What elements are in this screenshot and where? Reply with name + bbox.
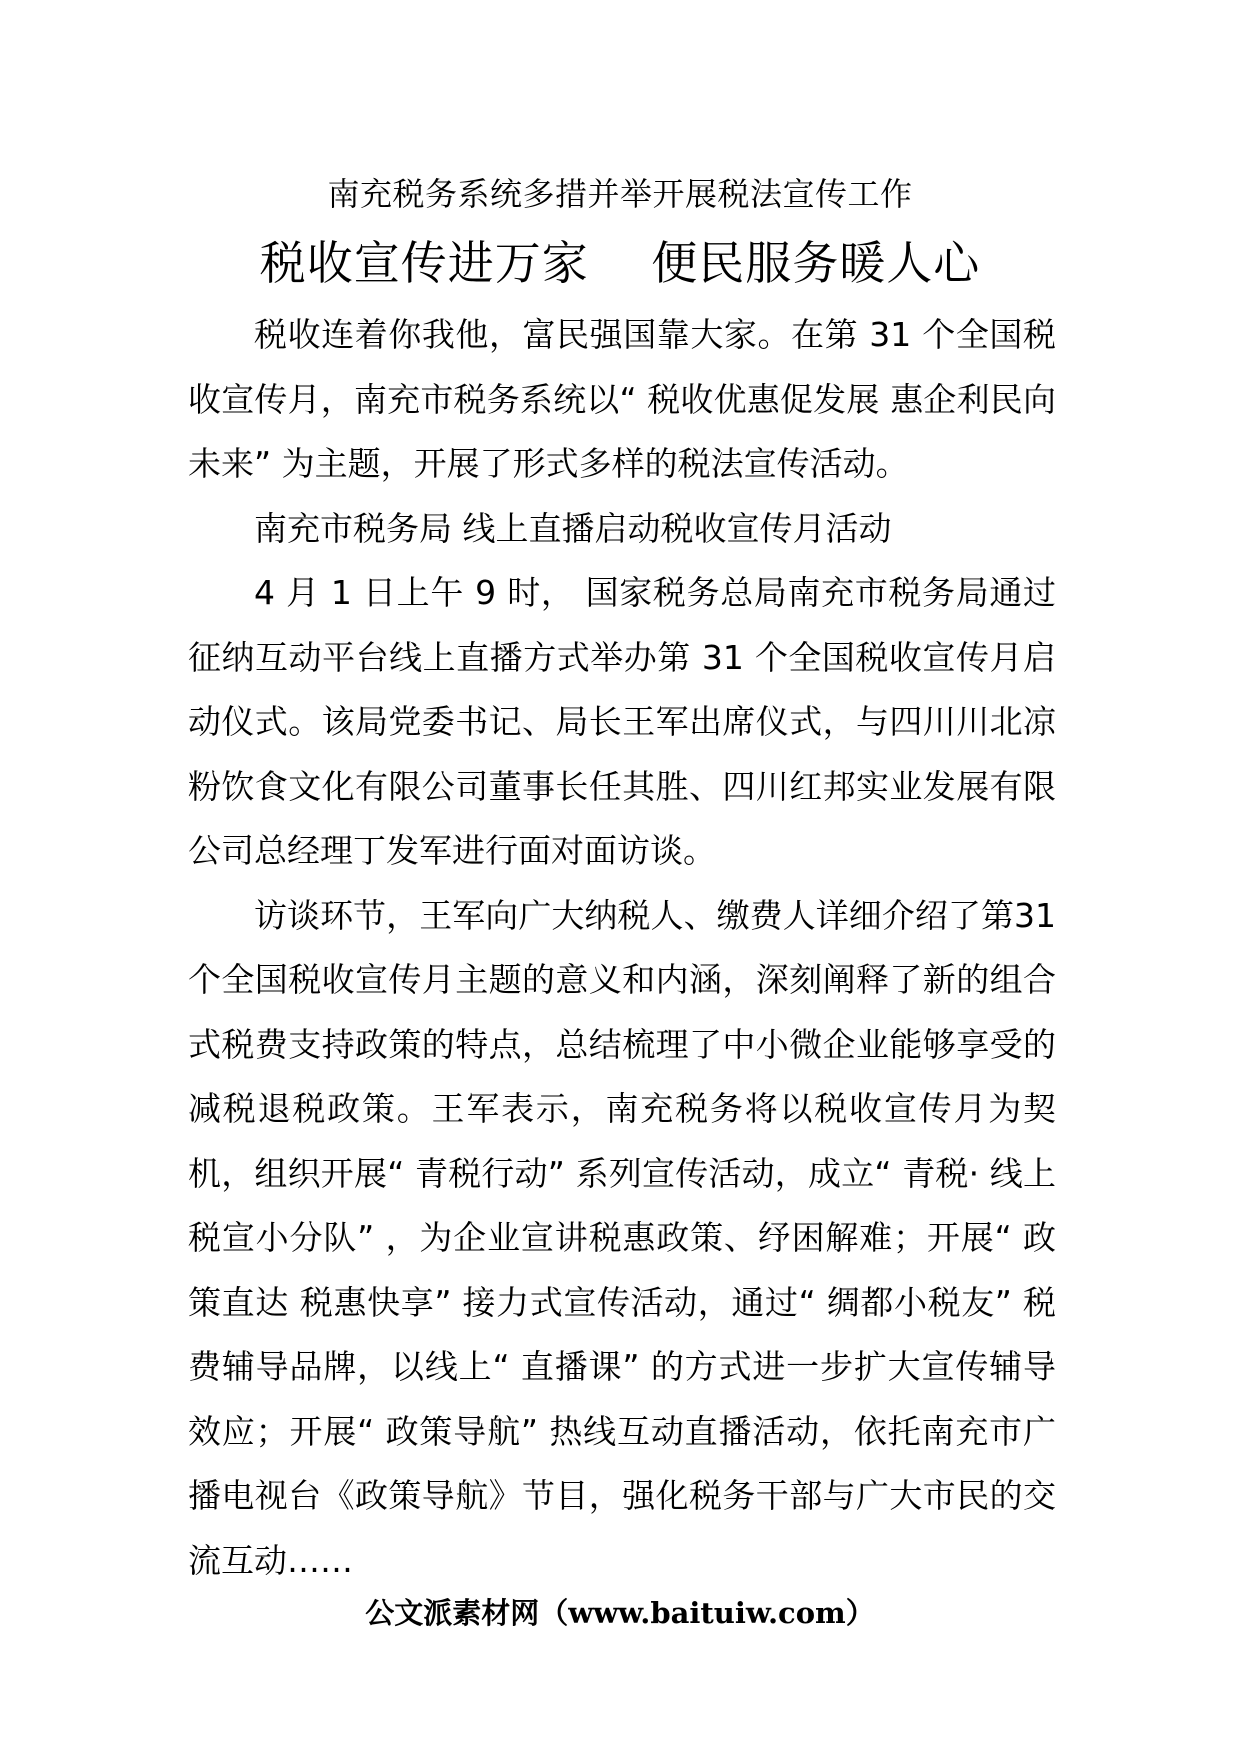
- footer-watermark: 公文派素材网（www.baituiw.com）: [365, 1596, 875, 1630]
- paragraph-intro: 税收连着你我他，富民强国靠大家。在第 31 个全国税收宣传月，南充市税务系统以“ 税收优惠促发展 惠企利民向未来” 为主题，开展了形式多样的税法宣传活动。: [188, 315, 1056, 483]
- document-headline: 税收宣传进万家 便民服务暖人心: [259, 236, 981, 290]
- paragraph-interview: 访谈环节，王军向广大纳税人、缴费人详细介绍了第31 个全国税收宣传月主题的意义和内涵，深刻阐释了新的组合式税费支持政策的特点，总结梳理了中小微企业能够享受的减税退税政策。王军表示，南充税务将以税收宣传月为契机，组织开展“ 青税行动” 系列宣传活动，成立“ 青税· 线上税宣小分队” ，为企业宣讲税惠政策、纾困解难；开展“ 政策直达 税惠快享” 接力式宣传活动，通过“ 绸都小税友” 税费辅导品牌，以线上“ 直播课” 的方式进一步扩大宣传辅导效应；开展“ 政策导航” 热线互动直播活动，依托南充市广播电视台《政策导航》节目，强化税务干部与广大市民的交流互动……: [188, 895, 1056, 1580]
- document-body: [188, 303, 1056, 1593]
- document-subtitle: 南充税务系统多措并举开展税法宣传工作: [327, 175, 913, 213]
- paragraph-launch-event: 4 月 1 日上午 9 时， 国家税务总局南充市税务局通过征纳互动平台线上直播方式举办第 31 个全国税收宣传月启动仪式。该局党委书记、局长王军出席仪式，与四川川北凉粉饮食文化有限公司董事长任其胜、四川红邦实业发展有限公司总经理丁发军进行面对面访谈。: [188, 573, 1056, 870]
- paragraph-section-heading: 南充市税务局 线上直播启动税收宣传月活动: [254, 508, 892, 548]
